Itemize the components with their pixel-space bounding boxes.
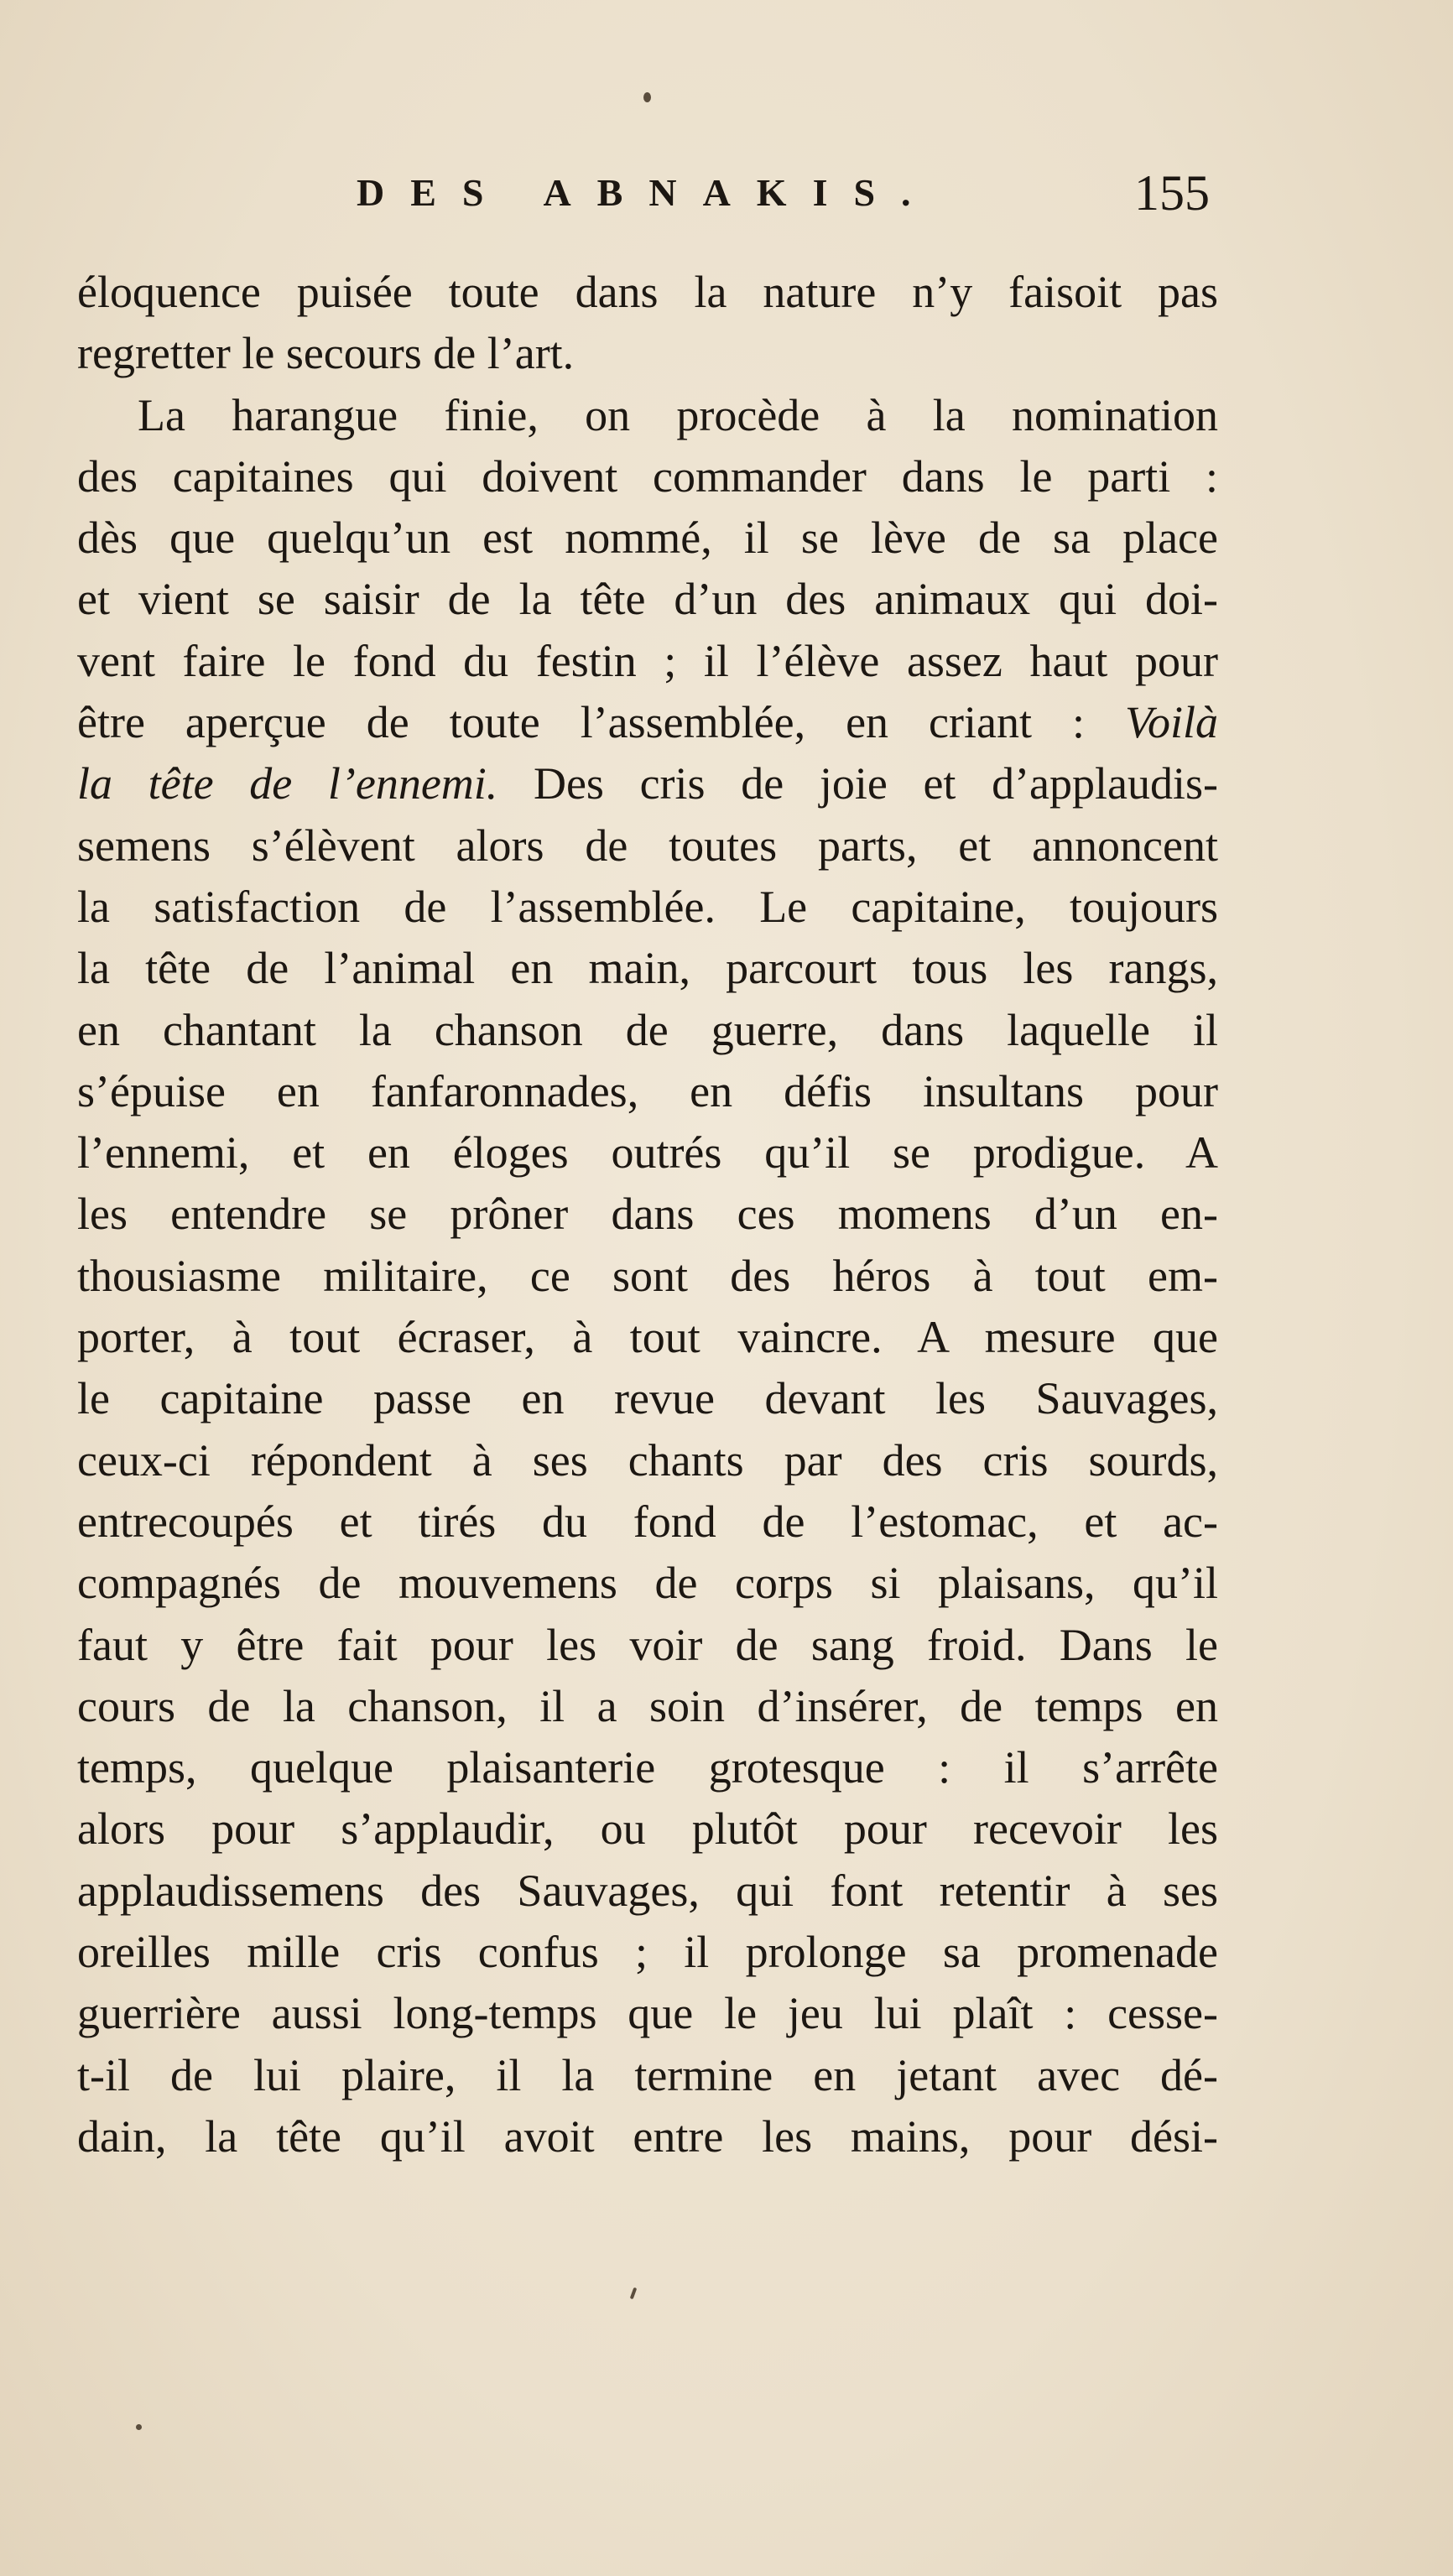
text-line <box>77 753 1218 814</box>
text-line: en chantant la chanson de guerre, dans laquelle il <box>77 1004 1218 1055</box>
italic-voila: Voilà <box>1124 697 1218 748</box>
text-line: vent faire le fond du festin ; il l’élève assez haut pour <box>77 635 1218 686</box>
text-line: les entendre se prôner dans ces momens d’un en- <box>77 1189 1218 1240</box>
text-line: regretter le secours de l’art. <box>77 328 575 379</box>
body-text <box>77 262 1218 2167</box>
text-line: éloquence puisée toute dans la nature n’y faisoit pas <box>77 267 1218 317</box>
text-line: applaudissemens des Sauvages, qui font retentir à ses <box>77 1865 1218 1916</box>
running-title: DES ABNAKIS. <box>357 171 937 214</box>
text-line: semens s’élèvent alors de toutes parts, et annoncent <box>77 820 1218 871</box>
text-line: oreilles mille cris confus ; il prolonge sa promenade <box>77 1927 1218 1978</box>
text-line: dès que quelqu’un est nommé, il se lève de sa place <box>77 513 1218 564</box>
text-line: dain, la tête qu’il avoit entre les mains, pour dési- <box>77 2110 1218 2162</box>
paper-speck <box>630 2287 638 2300</box>
text-line: entrecoupés et tirés du fond de l’estomac, et ac- <box>77 1496 1218 1547</box>
paper-speck <box>136 2424 142 2430</box>
text-line: temps, quelque plaisanterie grotesque : il s’arrête <box>77 1742 1218 1793</box>
text-line: la satisfaction de l’assemblée. Le capitaine, toujours <box>77 881 1218 932</box>
page-number: 155 <box>1134 165 1210 221</box>
text-line: La harangue finie, on procède à la nomination <box>138 389 1218 440</box>
text-line: guerrière aussi long-temps que le jeu lui plaît : cesse- <box>77 1988 1218 2039</box>
line-text: Des cris de joie et d’applaudis- <box>533 758 1218 809</box>
running-head <box>0 164 1453 222</box>
text-line <box>77 692 1218 753</box>
text-line: thousiasme militaire, ce sont des héros à tout em- <box>77 1250 1218 1301</box>
text-line: cours de la chanson, il a soin d’insérer, de temps en <box>77 1680 1218 1731</box>
text-line: ceux-ci répondent à ses chants par des cris sourds, <box>77 1434 1218 1486</box>
italic-tete-ennemi: la tête de l’ennemi. <box>77 758 498 809</box>
text-line: et vient se saisir de la tête d’un des animaux qui doi- <box>77 574 1218 625</box>
text-line: s’épuise en fanfaronnades, en défis insultans pour <box>77 1065 1218 1116</box>
paper-speck <box>643 92 651 102</box>
text-line: l’ennemi, et en éloges outrés qu’il se prodigue. A <box>77 1127 1218 1179</box>
text-line: faut y être fait pour les voir de sang froid. Dans le <box>77 1619 1218 1670</box>
text-line: alors pour s’applaudir, ou plutôt pour recevoir les <box>77 1803 1218 1855</box>
text-line: porter, à tout écraser, à tout vaincre. A mesure que <box>77 1312 1218 1363</box>
text-line: des capitaines qui doivent commander dans le parti : <box>77 450 1218 502</box>
text-line: compagnés de mouvemens de corps si plaisans, qu’il <box>77 1558 1218 1609</box>
text-line: t-il de lui plaire, il la termine en jetant avec dé- <box>77 2049 1218 2100</box>
text-line: le capitaine passe en revue devant les Sauvages, <box>77 1373 1218 1424</box>
text-line: la tête de l’animal en main, parcourt tous les rangs, <box>77 943 1218 994</box>
line-text: être aperçue de toute l’assemblée, en criant : <box>77 697 1125 748</box>
